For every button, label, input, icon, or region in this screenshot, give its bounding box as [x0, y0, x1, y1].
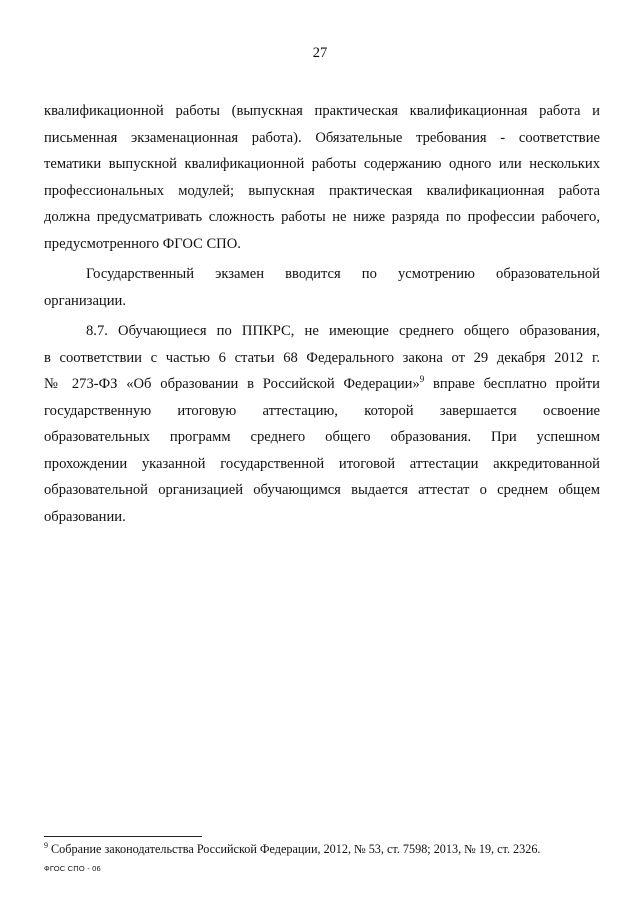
paragraph-8-7: [44, 318, 600, 530]
text-line: 8.7. Обучающиеся по ППКРС, не имеющие среднего общего образования,: [86, 323, 600, 339]
text-line: предусмотренного ФГОС СПО.: [44, 235, 241, 252]
page-number: 27: [312, 45, 328, 61]
text-line: квалификационной работы (выпускная практическая квалификационная работа и: [44, 103, 600, 119]
text-line: образовании.: [44, 508, 126, 525]
text-line: тематики выпускной квалификационной работы содержанию одного или нескольких: [44, 156, 600, 172]
text-line: письменная экзаменационная работа). Обязательные требования - соответствие: [44, 129, 600, 146]
text-line: образовательной организацией обучающимся выдается аттестат о среднем общем: [44, 482, 600, 498]
text-line-with-footnote-ref: [44, 371, 600, 398]
paragraph-2: [44, 261, 600, 314]
text-line: государственную итоговую аттестацию, которой завершается освоение: [44, 402, 600, 419]
text-line: в соответствии с частью 6 статьи 68 Федерального закона от 29 декабря 2012 г.: [44, 349, 600, 366]
text-line: организации.: [44, 292, 126, 309]
text-line: профессиональных модулей; выпускная практическая квалификационная работа: [44, 182, 600, 199]
document-code: ФГОС СПО - 06: [44, 864, 101, 873]
footnote: [44, 842, 604, 857]
text-line: должна предусматривать сложность работы не ниже разряда по профессии рабочего,: [44, 209, 600, 225]
text-line: образовательных программ среднего общего образования. При успешном: [44, 429, 600, 445]
footnote-marker: 9: [44, 840, 48, 850]
footnote-text: Собрание законодательства Российской Федерации, 2012, № 53, ст. 7598; 2013, № 19, ст. 2326.: [48, 842, 541, 856]
document-body: [44, 98, 600, 530]
text-fragment: вправе бесплатно пройти: [424, 376, 600, 392]
paragraph-1: [44, 98, 600, 257]
text-line: Государственный экзамен вводится по усмотрению образовательной: [86, 266, 600, 282]
footnote-divider: [44, 836, 202, 837]
text-line: прохождении указанной государственной итоговой аттестации аккредитованной: [44, 455, 600, 472]
footnote-reference[interactable]: 9: [419, 374, 425, 385]
text-fragment: № 273-ФЗ «Об образовании в Российской Федерации»: [44, 376, 420, 392]
